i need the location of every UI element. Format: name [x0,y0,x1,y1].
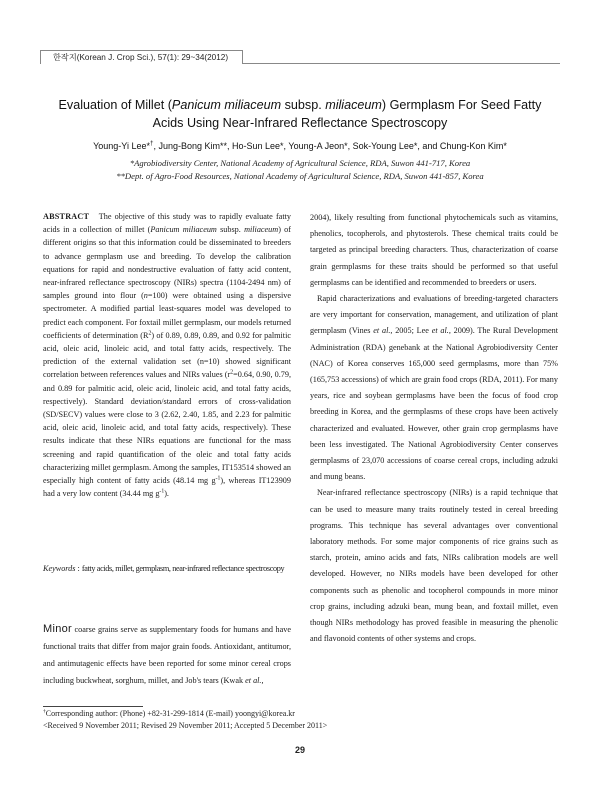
dagger-mark: † [43,708,46,715]
author-name: Young-Yi Lee* [93,141,150,151]
abstract-text: subsp. [216,225,245,235]
abstract-text: 2 [230,369,234,376]
abstract-text: n [143,291,148,301]
intro-text: coarse grains serve as supplementary foods for humans and have functional traits that differ from major grain foods. Antioxidant, antitumor, and antimutagenic effects have been reported for some minor cereal crops including buckwheat, sorghum, millet, and Job's tears (Kwak [43,625,291,685]
abstract-text: Panicum miliaceum [150,225,217,235]
journal-citation: 한작지(Korean J. Crop Sci.), 57(1): 29~34(2012) [40,50,243,64]
page-number: 29 [294,745,305,755]
keywords-text: fatty acids, millet, germplasm, near-infrared reflectance spectroscopy [81,564,285,573]
abstract-text: =100) were obtained using a dispersive spectrometer. A modified partial least-squares model was developed to predict each component. For foxtail millet germplasm, our models returned coefficients of determination (R [43,291,291,340]
abstract-body [43,210,291,500]
footnotes [43,708,563,732]
abstract-text: miliaceum [244,225,279,235]
author-names: , Jung-Bong Kim**, Ho-Sun Lee*, Young-A Jeon*, Sok-Young Lee*, and Chung-Kon Kim* [153,141,507,151]
abstract-text: =0.64, 0.90, 0.79, and 0.89 for palmitic acid, oleic acid, linoleic acid, and total fatty acids, respectively). Standard deviation/standard errors of cross-validation (SD/SECV) values were close to 3 (2.62, 2.40, 1.85, and 2.23 for palmitic acid, oleic acid, linoleic acid, and total fatty acids, respectively). These results indicate that these NIRs equations are functional for the mass screening and rapid quantification of the oleic and total fatty acids characterizing millet germplasm. Among the samples, IT153514 showed an especially high content of fatty acids (48.14 mg g [43,370,292,486]
title-line-2: Acids Using Near-Infrared Reflectance Spectroscopy [152,116,448,130]
abstract-text: ) of different origins so that this information could be disseminated to breeders to advance germplasm use and breeding. To develop the calibration equations for rapid and nondestructive evaluation of fatty acid content, near-infrared reflectance spectroscopy (NIRs) spectra (1104-2494 nm) of samples ground into flour ( [43,225,291,301]
contact-text: Corresponding author: (Phone) +82-31-299-1814 (E-mail) yoongyi@korea.kr [45,709,295,718]
citation: et al. [431,326,449,336]
title-text: subsp. [281,98,326,112]
received-dates: <Received 9 November 2011; Revised 29 November 2011; Accepted 5 December 2011> [43,721,328,730]
right-column [310,210,558,647]
keywords-separator: : [75,564,82,573]
abstract-text: -1 [159,488,165,495]
keywords [43,562,291,575]
citation: et al. [373,326,391,336]
paragraph: 2004), likely resulting from functional phytochemicals such as vitamins, phenolics, tocopherols, and phytosterols. These chemical traits could be targeted as principal breeding characters. Thus, characterization of coarse grain germplasms for these traits should be performed so that useful germplasms can be identified and recommended to breeders or users. [310,213,558,287]
journal-header-bar [40,50,560,64]
keywords-label: Keywords [43,564,76,573]
paragraph: Near-infrared reflectance spectroscopy (NIRs) is a rapid technique that can be used to measure many traits routinely tested in cereal breeding programs. This technique has several advantages over conventional laboratory methods. For some major components of rice grains such as starch, protein, amino acids and fats, NIRs calibration models are well developed. However, no NIRs models have been developed for other components such as phenolic and tocopherol compounds in more minor crop grains, including adzuki bean, mung bean, and foxtail millet, even though NIRs methodology has proved feasible in measuring the phenolic and flavonoid contents of other systems and crops. [310,488,558,644]
introduction [43,621,291,689]
footnote-rule [43,706,143,707]
corresponding-mark: † [149,140,154,147]
abstract-text: ). [164,489,169,499]
title-subspecies: miliaceum [325,98,382,112]
affiliation-1: *Agrobiodiversity Center, National Academy of Agricultural Science, RDA, Suwon 441-717, Korea [129,158,471,168]
paragraph-text: Rapid characterizations and evaluations of breeding-targeted characters are very important for conservation, management, and utilization of plant germplasm (Vines [310,294,558,336]
title-species: Panicum miliaceum [171,98,282,112]
abstract-text: ), whereas IT123909 had a very low content (34.44 mg g [43,476,291,499]
paragraph-text: , 2005; Lee [390,326,432,336]
paper-title [20,96,580,132]
abstract-text: The objective of this study was to rapidly evaluate fatty acids in a collection of millet ( [43,212,291,235]
intro-citation: et al., [245,676,264,685]
paragraph-text: , 2009). The Rural Development Administration (RDA) genebank at the National Agrobiodiversity Center (NAC) of Korea conserves 165,000 seed germplasms, more than 75% (165,753 accessions) of which are grain food crops (RDA, 2011). For many years, rice and soybean germplasms have been the focus of food crop breeding in Korea, and the germplasms of these crops have been actively characterized and evaluated. However, other grain crop germplasms have been less investigated. The National Agrobiodiversity Center conserves germplasms of 23,070 accessions of coarse cereal crops, including adzuki and mung beans. [310,326,559,482]
author-list [20,141,580,151]
title-text: ) Germplasm For Seed Fatty [381,98,542,112]
title-text: Evaluation of Millet ( [58,98,172,112]
abstract-text: 2 [148,330,152,337]
intro-dropword: Minor [43,623,73,635]
abstract-heading: ABSTRACT [43,212,90,221]
abstract [43,210,291,500]
affiliation-2: **Dept. of Agro-Food Resources, National Academy of Agricultural Science, RDA, Suwon 441-857, Korea [116,171,484,181]
abstract-text: -1 [215,475,221,482]
abstract-text: ) of 0.89, 0.89, 0.89, and 0.92 for palmitic acid, oleic acid, linoleic acid, and total fatty acids, respectively. The prediction of the external validation set (n=10) showed significant correlation between references values and NIRs values (r [43,330,291,380]
corresponding-footnote [43,708,563,720]
paragraph [310,291,558,485]
